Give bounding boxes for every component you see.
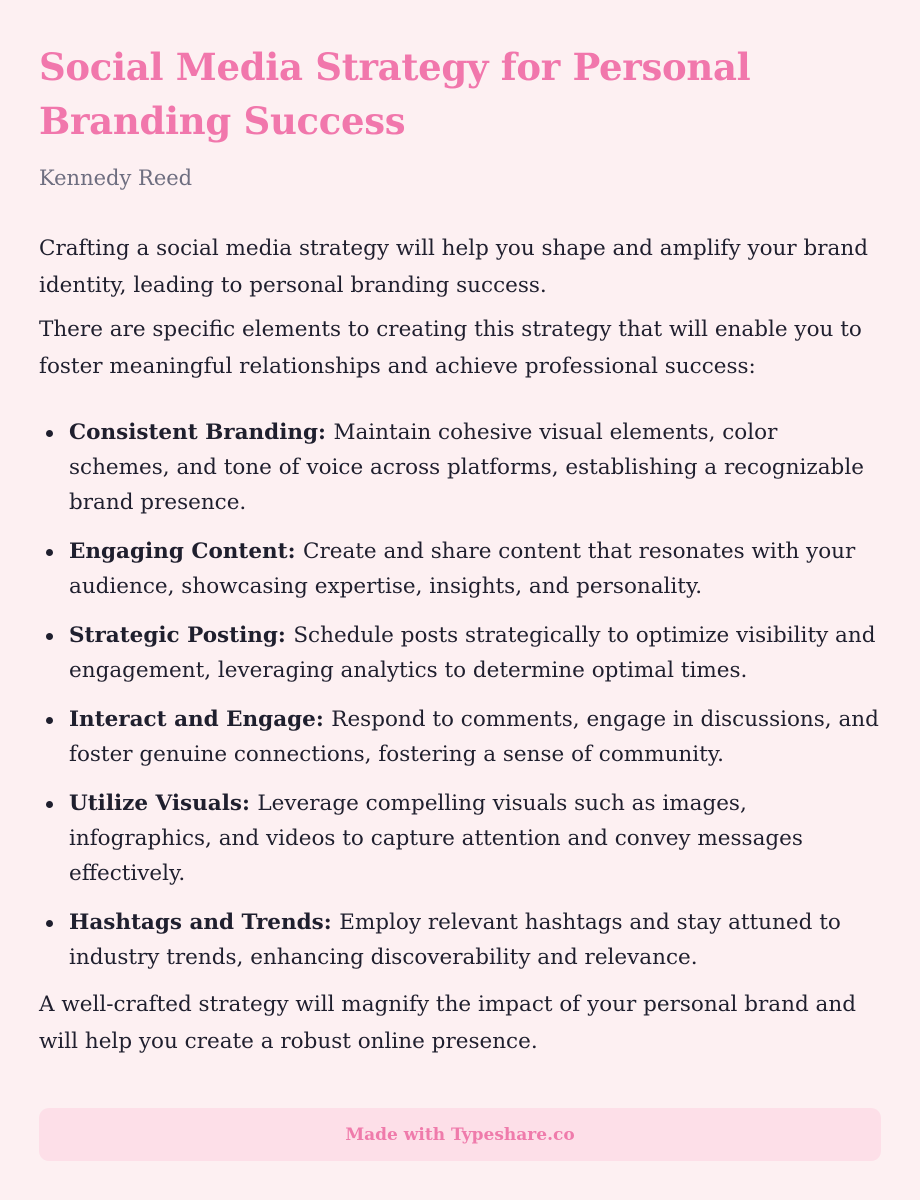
list-item — [39, 786, 881, 891]
list-item — [39, 415, 881, 520]
intro-paragraph-1: Crafting a social media strategy will help you shape and amplify your brand identity, leading to personal branding success. — [39, 236, 868, 298]
bullet-text: Leverage compelling visuals such as images, infographics, and videos to capture attention and convey messages effectively. — [69, 791, 803, 886]
document-title: Social Media Strategy for Personal Branding Success — [39, 45, 751, 143]
bullet-heading: Utilize Visuals: — [69, 791, 258, 816]
author-name: Kennedy Reed — [39, 166, 193, 190]
list-item — [39, 534, 881, 604]
footer-banner — [39, 1108, 881, 1161]
bullet-dot-icon — [46, 633, 53, 640]
strategy-bullet-list — [39, 415, 881, 975]
bullet-heading: Consistent Branding: — [69, 420, 334, 445]
bullet-dot-icon — [46, 549, 53, 556]
bullet-heading: Hashtags and Trends: — [69, 910, 340, 935]
bullet-text: Employ relevant hashtags and stay attuned to industry trends, enhancing discoverability and relevance. — [69, 910, 841, 970]
closing-paragraph: A well-crafted strategy will magnify the impact of your personal brand and will help you create a robust online presence. — [39, 992, 856, 1054]
intro-paragraph-2: There are specific elements to creating this strategy that will enable you to foster meaningful relationships and achieve professional success: — [39, 317, 862, 379]
bullet-text: Schedule posts strategically to optimize visibility and engagement, leveraging analytics to determine optimal times. — [69, 623, 876, 683]
bullet-dot-icon — [46, 801, 53, 808]
bullet-text: Respond to comments, engage in discussions, and foster genuine connections, fostering a sense of community. — [69, 707, 879, 767]
footer-credit-link[interactable]: Made with Typeshare.co — [345, 1124, 575, 1145]
bullet-dot-icon — [46, 920, 53, 927]
list-item — [39, 618, 881, 688]
list-item — [39, 905, 881, 975]
bullet-text: Create and share content that resonates with your audience, showcasing expertise, insights, and personality. — [69, 539, 856, 599]
bullet-heading: Interact and Engage: — [69, 707, 332, 732]
bullet-dot-icon — [46, 430, 53, 437]
bullet-text: Maintain cohesive visual elements, color schemes, and tone of voice across platforms, establishing a recognizable brand presence. — [69, 420, 864, 515]
bullet-heading: Engaging Content: — [69, 539, 304, 564]
list-item — [39, 702, 881, 772]
bullet-dot-icon — [46, 717, 53, 724]
bullet-heading: Strategic Posting: — [69, 623, 294, 648]
